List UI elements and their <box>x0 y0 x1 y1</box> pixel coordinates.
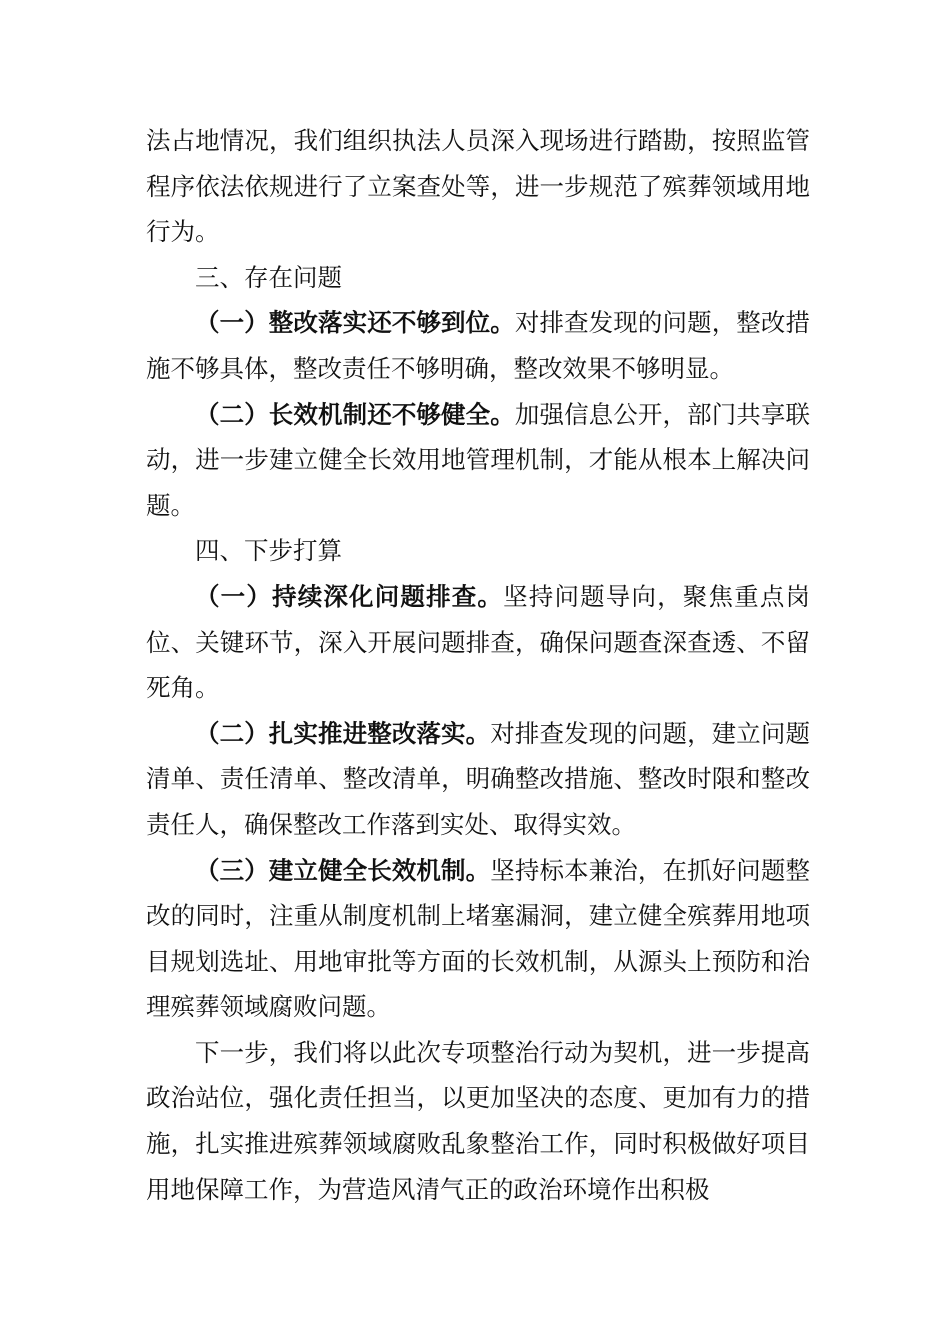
closing-paragraph: 下一步，我们将以此次专项整治行动为契机，进一步提高政治站位，强化责任担当，以更加坚决的态度、更加有力的措施，扎实推进殡葬领域腐败乱象整治工作，同时积极做好项目用地保障工作，为营造风清气正的政治环境作出积极 <box>146 1037 810 1204</box>
problem-item-1-lead: （一）整改落实还不够到位。 <box>195 308 515 338</box>
section-heading-problems: 三、存在问题 <box>195 262 342 292</box>
plan-item-3-lead: （三）建立健全长效机制。 <box>195 855 491 885</box>
plan-item-2-text: 对排查发现的问题，建立问题清单、责任清单、整改清单，明确整改措施、整改时限和整改责任人，确保整改工作落到实处、取得实效。 <box>146 718 810 839</box>
problem-item-2 <box>146 392 810 529</box>
problem-item-2-text: 加强信息公开，部门共享联动，进一步建立健全长效用地管理机制，才能从根本上解决问题。 <box>146 399 811 520</box>
plan-item-2 <box>146 711 810 848</box>
problem-item-1-text: 对排查发现的问题，整改措施不够具体，整改责任不够明确，整改效果不够明显。 <box>146 308 811 383</box>
problem-item-2-lead: （二）长效机制还不够健全。 <box>195 399 515 429</box>
section-heading-next-steps: 四、下步打算 <box>195 536 342 566</box>
plan-item-1-text: 坚持问题导向，聚焦重点岗位、关键环节，深入开展问题排查，确保问题查深查透、不留死角。 <box>146 581 811 703</box>
plan-item-1 <box>146 574 810 711</box>
paragraph-continuation: 法占地情况，我们组织执法人员深入现场进行踏勘，按照监管程序依法依规进行了立案查处等，进一步规范了殡葬领域用地行为。 <box>146 126 810 247</box>
plan-item-3-text: 坚持标本兼治，在抓好问题整改的同时，注重从制度机制上堵塞漏洞，建立健全殡葬用地项目规划选址、用地审批等方面的长效机制，从源头上预防和治理殡葬领域腐败问题。 <box>146 855 810 1022</box>
plan-item-2-lead: （二）扎实推进整改落实。 <box>195 718 491 748</box>
problem-item-1 <box>146 300 810 391</box>
plan-item-1-lead: （一）持续深化问题排查。 <box>195 581 504 611</box>
document-page <box>146 118 810 1212</box>
plan-item-3 <box>146 848 810 1030</box>
